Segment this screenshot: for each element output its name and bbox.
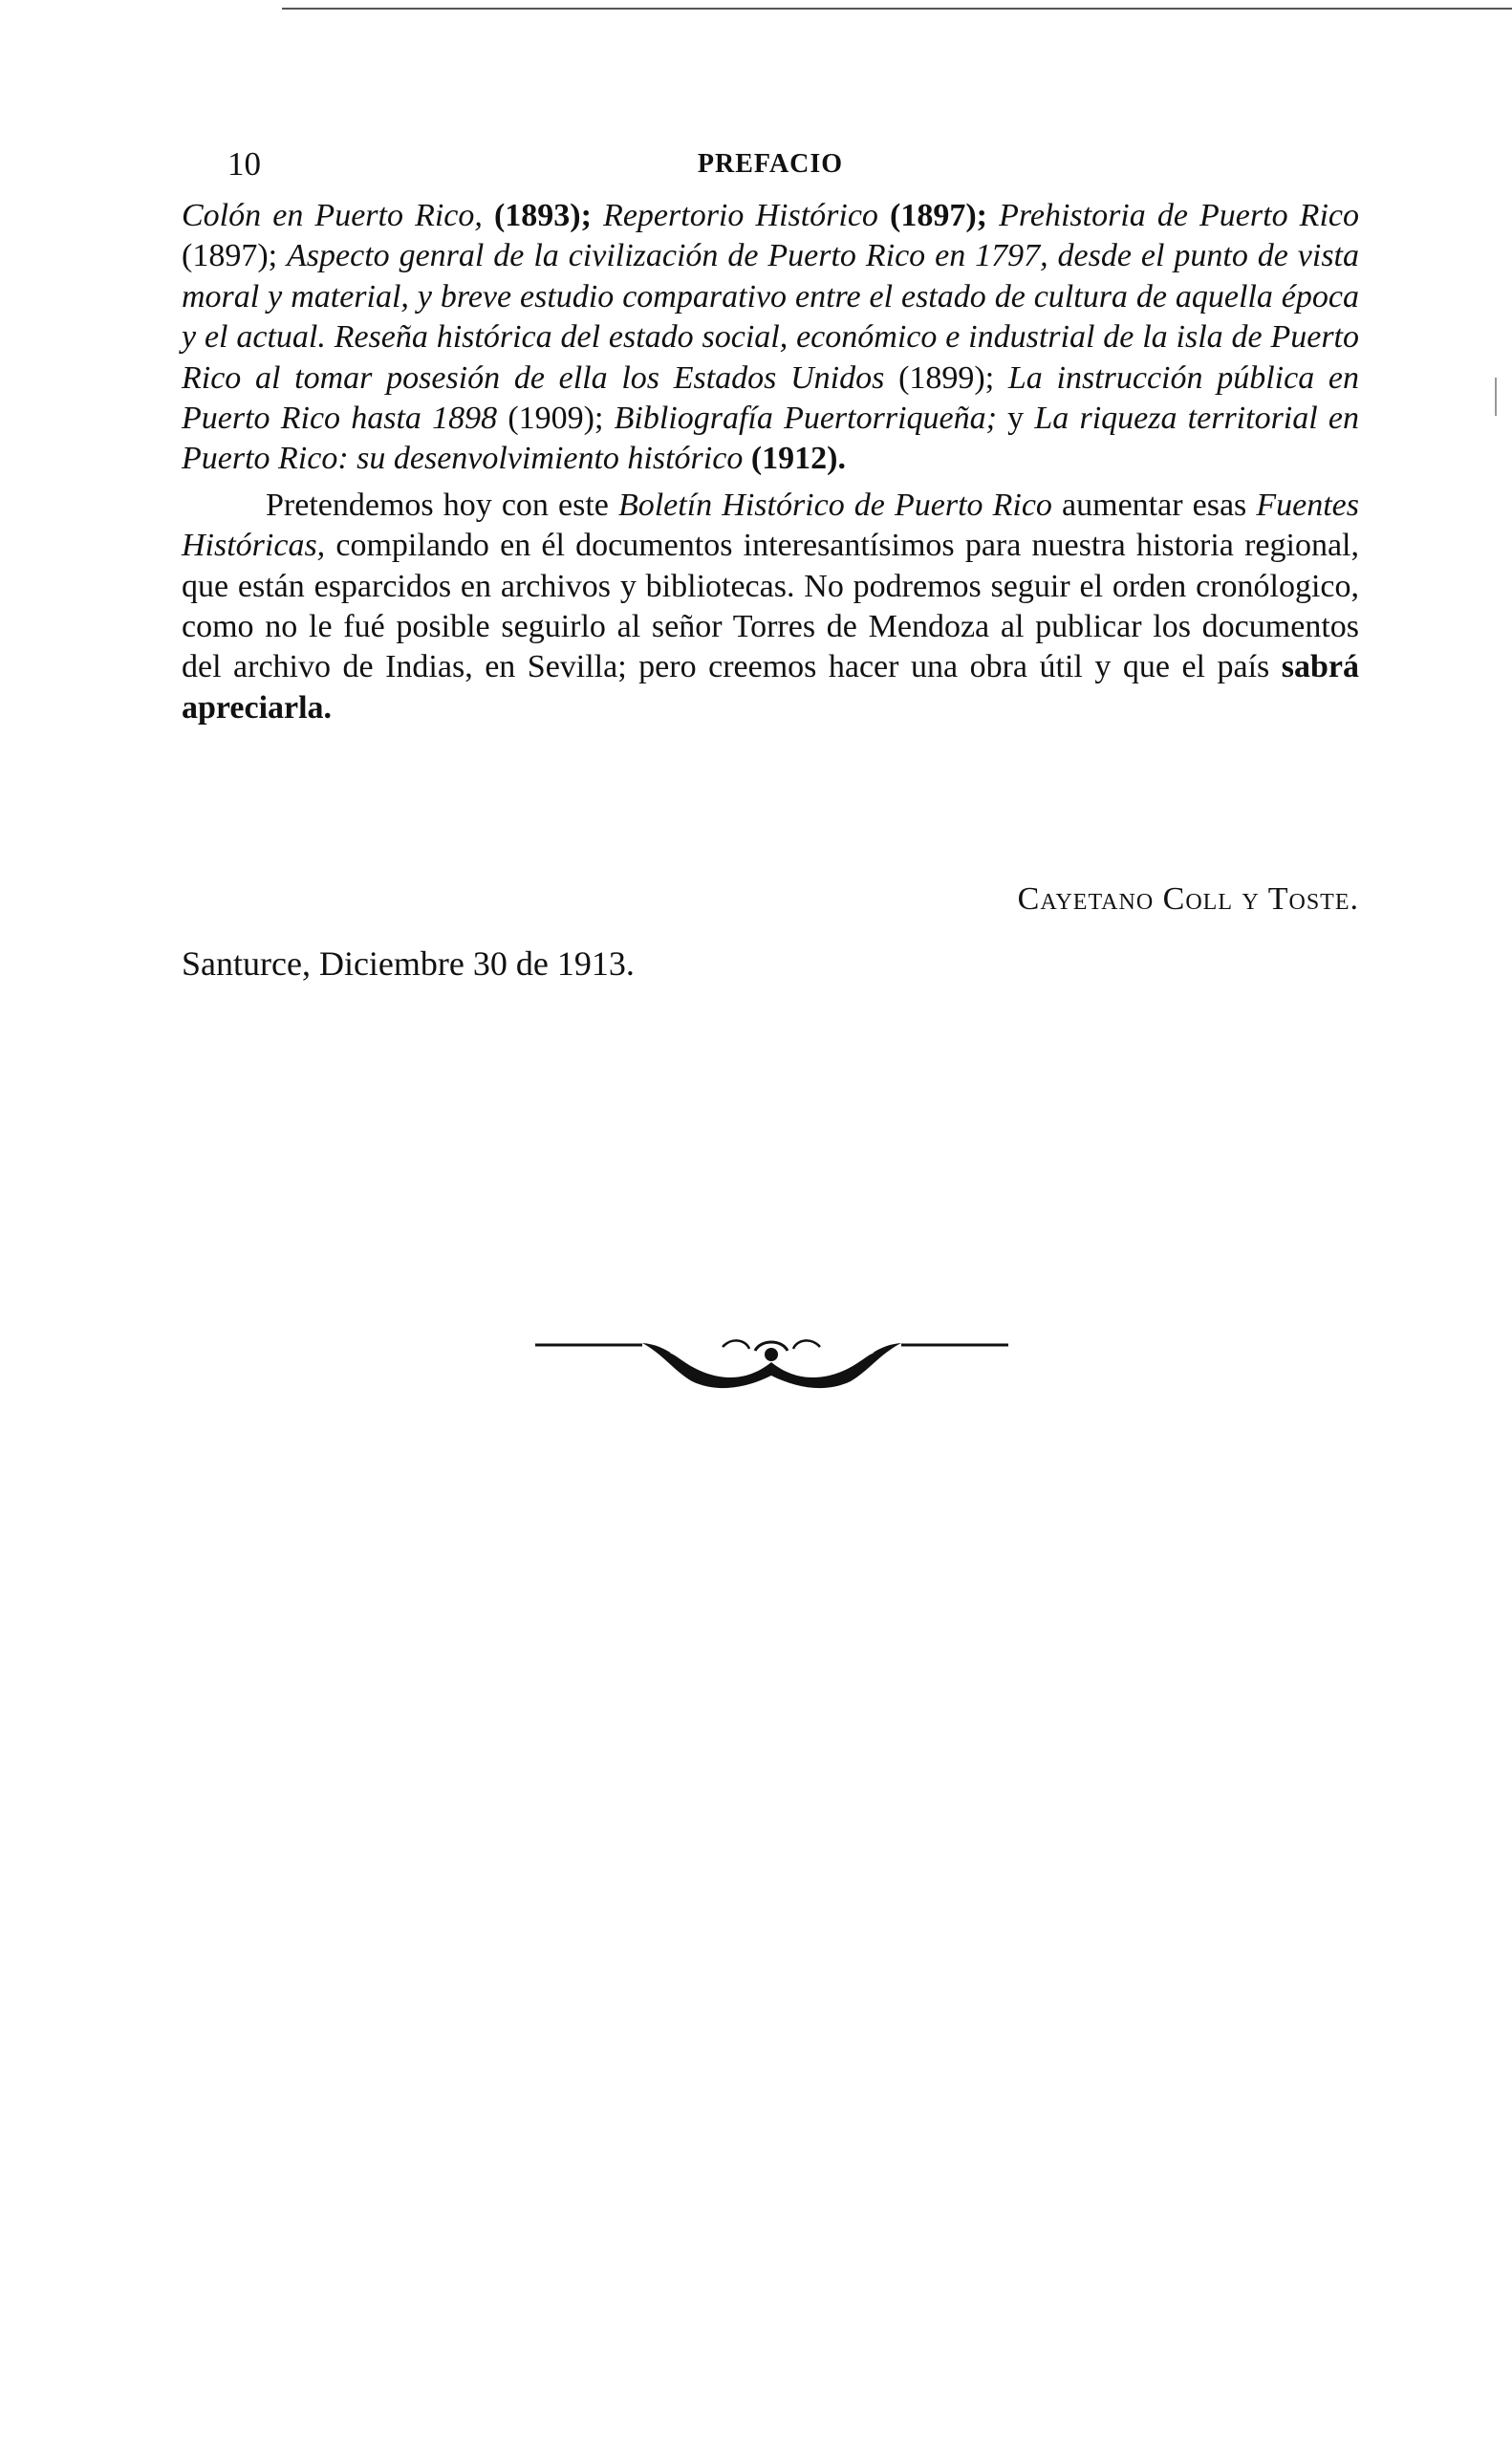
work-title: Colón en Puerto Rico, xyxy=(182,198,483,233)
dateline: Santurce, Diciembre 30 de 1913. xyxy=(182,944,635,983)
year: (1909); xyxy=(497,401,615,437)
work-title: La riqueza territorial en Puerto Rico: su desenvolvimiento histórico xyxy=(182,401,1359,477)
year: (1893); xyxy=(482,198,604,233)
text-run-bold: sabrá apreciarla. xyxy=(182,649,1359,726)
author-signature: Cayetano Coll y Toste. xyxy=(1017,881,1359,917)
body-text xyxy=(182,196,1359,728)
text-run: Pretendemos hoy con este xyxy=(266,487,618,523)
page-header xyxy=(182,141,1359,187)
scan-edge-mark xyxy=(1495,378,1497,416)
work-title: Aspecto genral de la civilización de Puerto Rico en 1797, desde el punto de vista moral y material, y breve estudio comparativo entre el estado de cultura de aquella época y el actual. Reseña histórica del estado social, económico e industrial de la isla de Puerto Rico al tomar posesión de ella los Estados Unidos xyxy=(182,238,1359,396)
work-title: Fuentes Históricas, xyxy=(182,487,1359,564)
paragraph-purpose xyxy=(182,486,1359,728)
work-title: La instrucción pública en Puerto Rico hasta 1898 xyxy=(182,359,1359,437)
conjunction: y xyxy=(996,401,1035,437)
year: (1912). xyxy=(743,441,846,477)
paragraph-bibliography xyxy=(182,196,1359,480)
text-run: compilando en él documentos interesantísimos para nuestra historia regional, que están esparcidos en archivos y bibliotecas. No podremos seguir el orden cronólogico, como no le fué posible seguirlo al señor Torres de Mendoza al publicar los documentos del archivo de Indias, en Sevilla; pero creemos hacer una obra útil y que el país xyxy=(182,528,1359,685)
work-title: Boletín Histórico de Puerto Rico xyxy=(617,487,1052,523)
decorative-scroll-ornament-icon xyxy=(535,1333,1008,1400)
page-number: 10 xyxy=(227,145,261,183)
work-title: Bibliografía Puertorriqueña; xyxy=(614,401,997,437)
running-title: PREFACIO xyxy=(697,149,844,179)
top-border-rule xyxy=(282,8,1512,10)
year: (1899); xyxy=(884,359,1008,396)
work-title: Repertorio Histórico xyxy=(603,198,878,233)
text-run: aumentar esas xyxy=(1051,487,1257,523)
year: (1897); xyxy=(182,238,288,274)
work-title: Prehistoria de Puerto Rico xyxy=(999,198,1359,233)
year: (1897); xyxy=(877,198,1000,233)
